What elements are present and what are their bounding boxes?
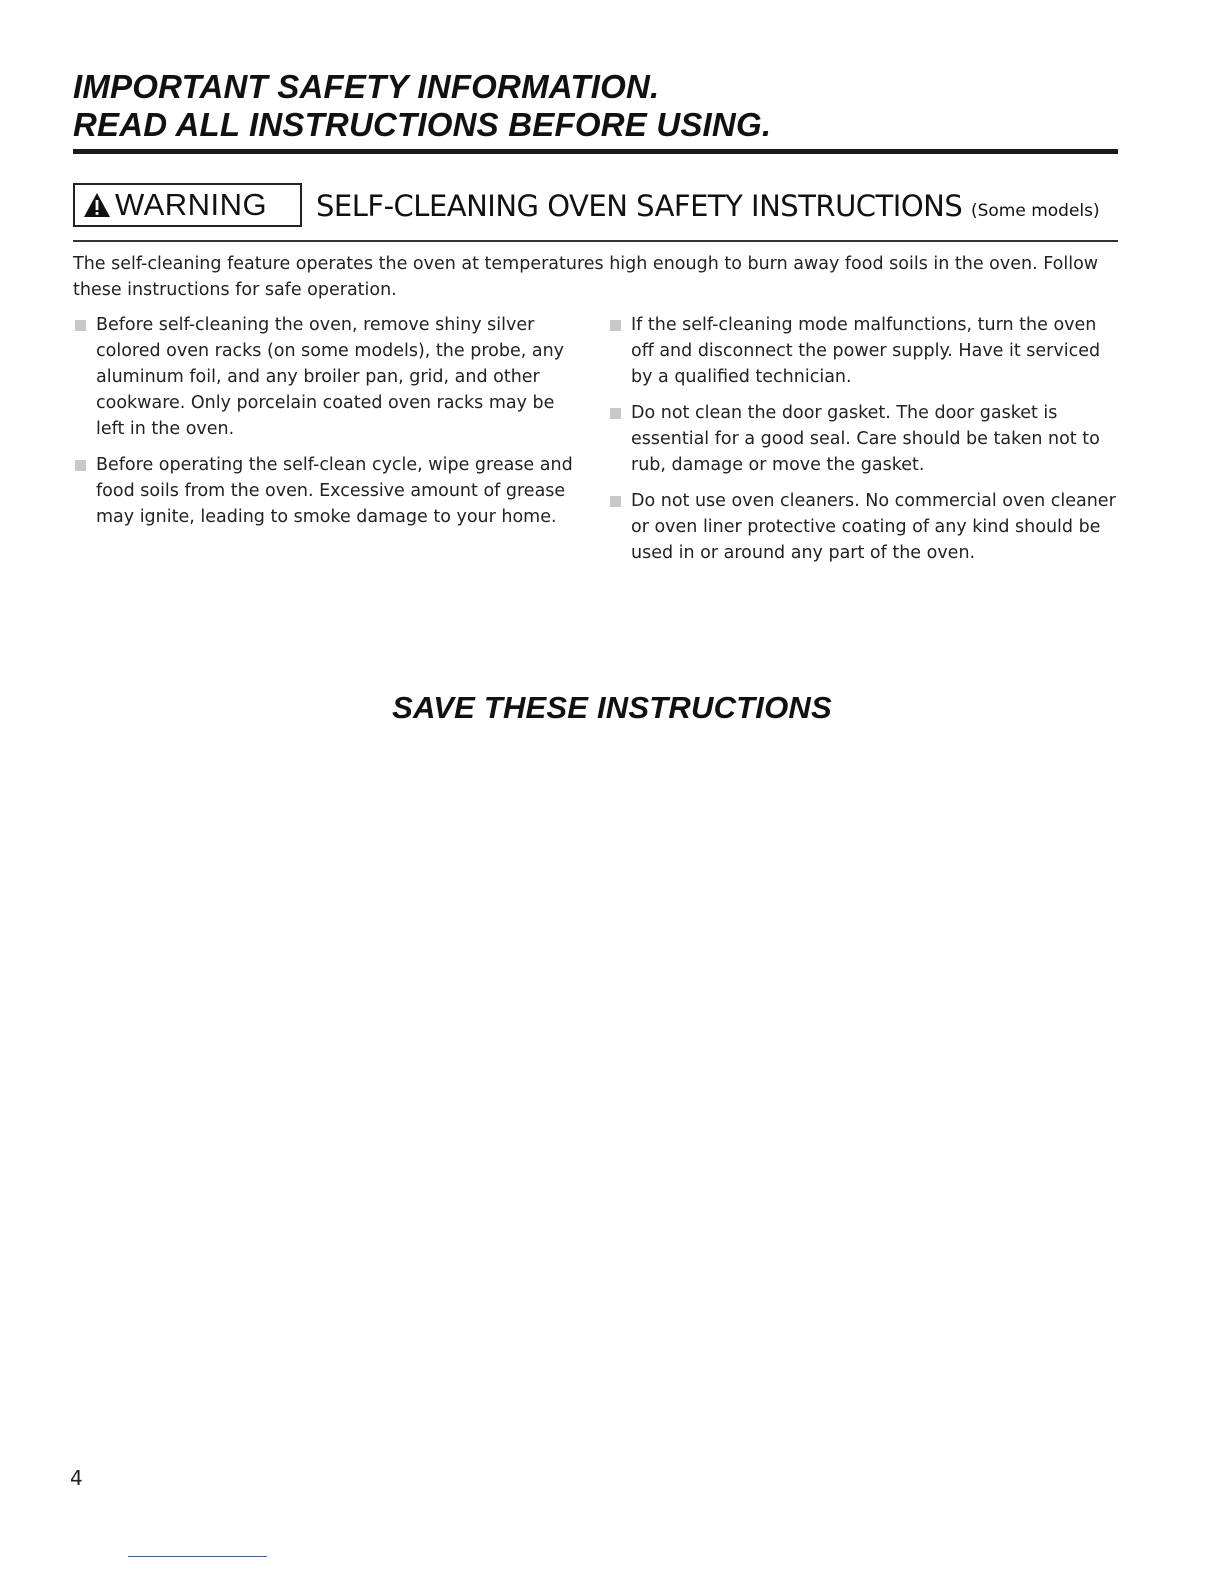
warning-badge (73, 183, 302, 227)
left-column (73, 312, 573, 540)
bullet-square-icon (610, 408, 621, 419)
list-item-text: Do not clean the door gasket. The door gasket is essential for a good seal. Care should be taken not to rub, damage or move the gasket. (631, 403, 1100, 475)
header-line-1: IMPORTANT SAFETY INFORMATION. (73, 68, 660, 105)
list-item-text: Do not use oven cleaners. No commercial oven cleaner or oven liner protective coating of any kind should be used in or around any part of the oven. (631, 491, 1116, 563)
list-item (608, 400, 1118, 478)
bullet-square-icon (75, 320, 86, 331)
bullet-square-icon (610, 320, 621, 331)
list-item-text: Before self-cleaning the oven, remove shiny silver colored oven racks (on some models), the probe, any aluminum foil, and any broiler pan, grid, and other cookware. Only porcelain coated oven racks may be left in the oven. (96, 315, 565, 439)
header-rule (73, 149, 1118, 154)
right-column (608, 312, 1118, 576)
page-header (73, 68, 1118, 144)
intro-paragraph: The self-cleaning feature operates the oven at temperatures high enough to burn away food soils in the oven. Follow these instructions for safe operation. (73, 254, 1099, 300)
section-rule (73, 240, 1118, 242)
warning-triangle-icon (83, 192, 111, 218)
footer-link-underline (128, 1556, 267, 1557)
warning-label: WARNING (115, 187, 268, 222)
list-item-text: If the self-cleaning mode malfunctions, turn the oven off and disconnect the power supply. Have it serviced by a qualified technician. (631, 315, 1101, 387)
list-item (73, 312, 573, 442)
list-item (608, 312, 1118, 390)
warning-heading (73, 183, 1118, 229)
section-title-text: SELF-CLEANING OVEN SAFETY INSTRUCTIONS (316, 189, 963, 223)
bullet-square-icon (610, 496, 621, 507)
header-line-2: READ ALL INSTRUCTIONS BEFORE USING. (73, 106, 772, 143)
section-note: (Some models) (970, 201, 1100, 221)
section-title (316, 188, 1100, 229)
list-item-text: Before operating the self-clean cycle, wipe grease and food soils from the oven. Excessive amount of grease may ignite, leading to smoke damage to your home. (96, 455, 573, 527)
page-number: 4 (70, 1466, 83, 1490)
bullet-square-icon (75, 460, 86, 471)
save-instructions-heading: SAVE THESE INSTRUCTIONS (392, 690, 832, 725)
list-item (73, 452, 573, 530)
list-item (608, 488, 1118, 566)
